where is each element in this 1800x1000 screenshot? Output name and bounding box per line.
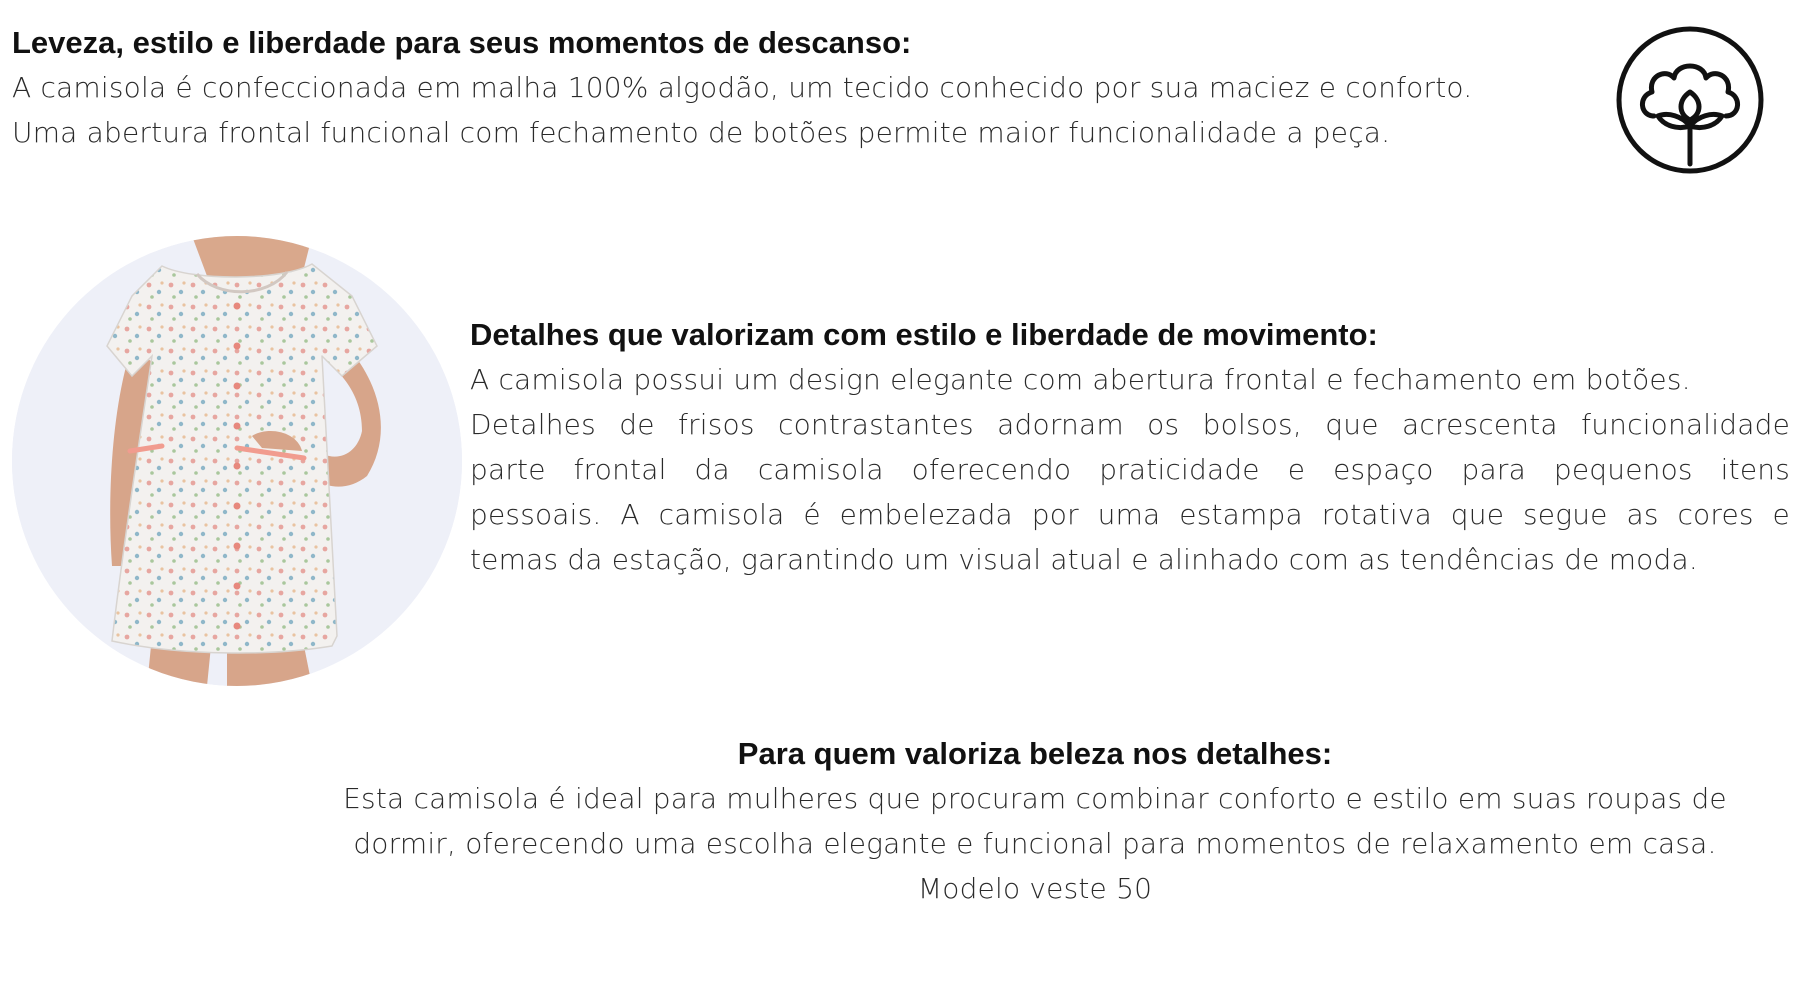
intro-paragraph (12, 65, 1572, 155)
details-line: Detalhes de frisos contrastantes adornam os bolsos, que acrescenta funcionalidade (470, 408, 1790, 441)
beauty-section (290, 731, 1780, 911)
details-line: temas da estação, garantindo um visual atual e alinhado com as tendências de moda. (470, 543, 1698, 576)
cotton-flower-icon (1614, 24, 1766, 176)
details-line: pessoais. A camisola é embelezada por uma estampa rotativa que segue as cores e (470, 498, 1790, 531)
details-line: parte frontal da camisola oferecendo praticidade e espaço para pequenos itens (470, 453, 1790, 486)
intro-line: Uma abertura frontal funcional com fechamento de botões permite maior funcionalidade a peça. (12, 116, 1391, 149)
details-heading: Detalhes que valorizam com estilo e liberdade de movimento: (470, 317, 1378, 352)
beauty-line: dormir, oferecendo uma escolha elegante e funcional para momentos de relaxamento em casa. (353, 827, 1717, 860)
details-paragraph (470, 357, 1790, 582)
model-size-note: Modelo veste 50 (917, 872, 1153, 905)
beauty-line: Esta camisola é ideal para mulheres que procuram combinar conforto e estilo em suas roupas de (343, 782, 1727, 815)
intro-heading: Leveza, estilo e liberdade para seus momentos de descanso: (12, 25, 912, 60)
details-section (470, 312, 1790, 582)
beauty-heading: Para quem valoriza beleza nos detalhes: (737, 736, 1333, 771)
intro-section (12, 20, 1572, 155)
intro-line: A camisola é confeccionada em malha 100% algodão, um tecido conhecido por sua maciez e conforto. (12, 71, 1473, 104)
beauty-paragraph (290, 776, 1780, 911)
details-line: A camisola possui um design elegante com abertura frontal e fechamento em botões. (470, 363, 1691, 396)
model-in-floral-nightgown-image (12, 236, 462, 686)
